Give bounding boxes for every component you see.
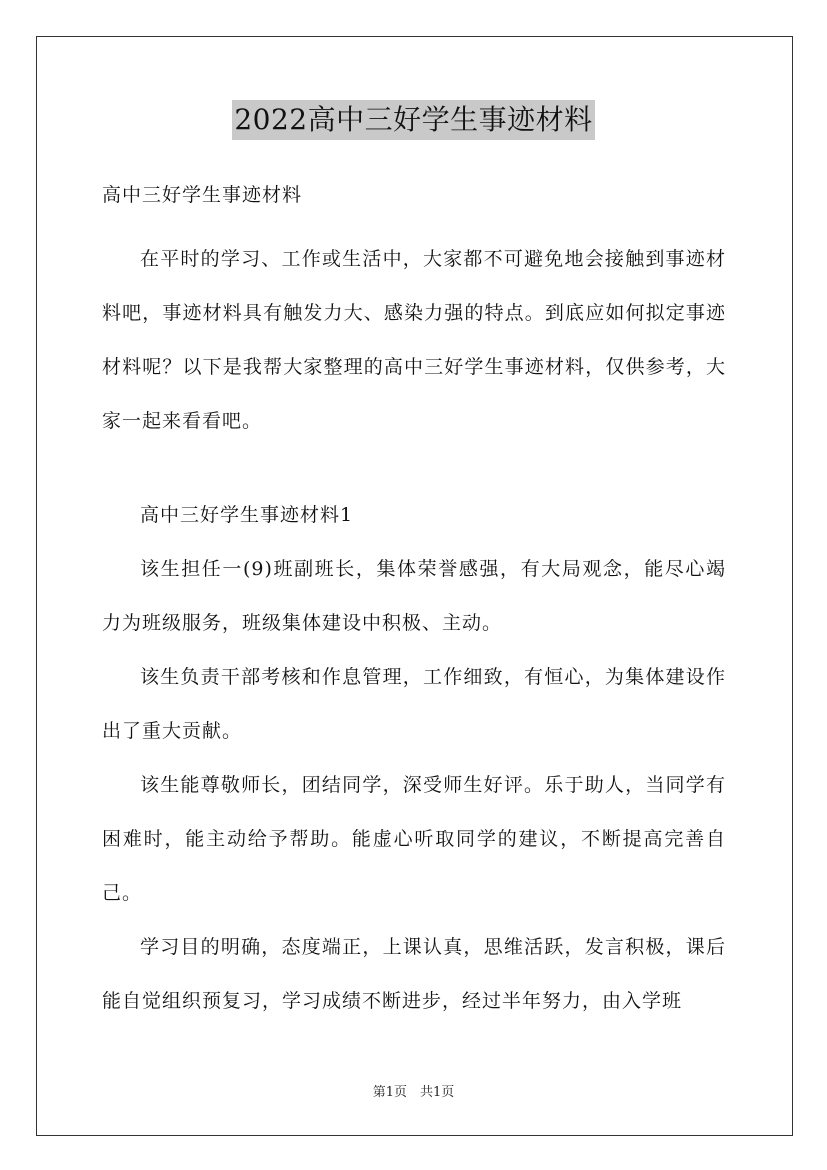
intro-paragraph: 在平时的学习、工作或生活中，大家都不可避免地会接触到事迹材料吧，事迹材料具有触发力大、感染力强的特点。到底应如何拟定事迹材料呢？以下是我帮大家整理的高中三好学生事迹材料，仅供参考，大家一起来看看吧。 bbox=[102, 248, 726, 432]
document-title: 2022高中三好学生事迹材料 bbox=[232, 100, 594, 140]
document-body bbox=[102, 178, 726, 1028]
body-paragraph: 学习目的明确，态度端正，上课认真，思维活跃，发言积极，课后能自觉组织预复习，学习成绩不断进步，经过半年努力，由入学班 bbox=[102, 936, 726, 1012]
section-heading: 高中三好学生事迹材料1 bbox=[140, 504, 354, 526]
page-footer: 第1页 共1页 bbox=[372, 1085, 455, 1100]
body-paragraph: 该生担任一(9)班副班长，集体荣誉感强，有大局观念，能尽心竭力为班级服务，班级集体建设中积极、主动。 bbox=[102, 558, 726, 634]
document-subtitle: 高中三好学生事迹材料 bbox=[102, 184, 303, 206]
title-container bbox=[0, 100, 827, 140]
body-paragraph: 该生负责干部考核和作息管理，工作细致，有恒心，为集体建设作出了重大贡献。 bbox=[102, 666, 726, 742]
body-paragraph: 该生能尊敬师长，团结同学，深受师生好评。乐于助人，当同学有困难时，能主动给予帮助。能虚心听取同学的建议，不断提高完善自己。 bbox=[102, 774, 726, 904]
